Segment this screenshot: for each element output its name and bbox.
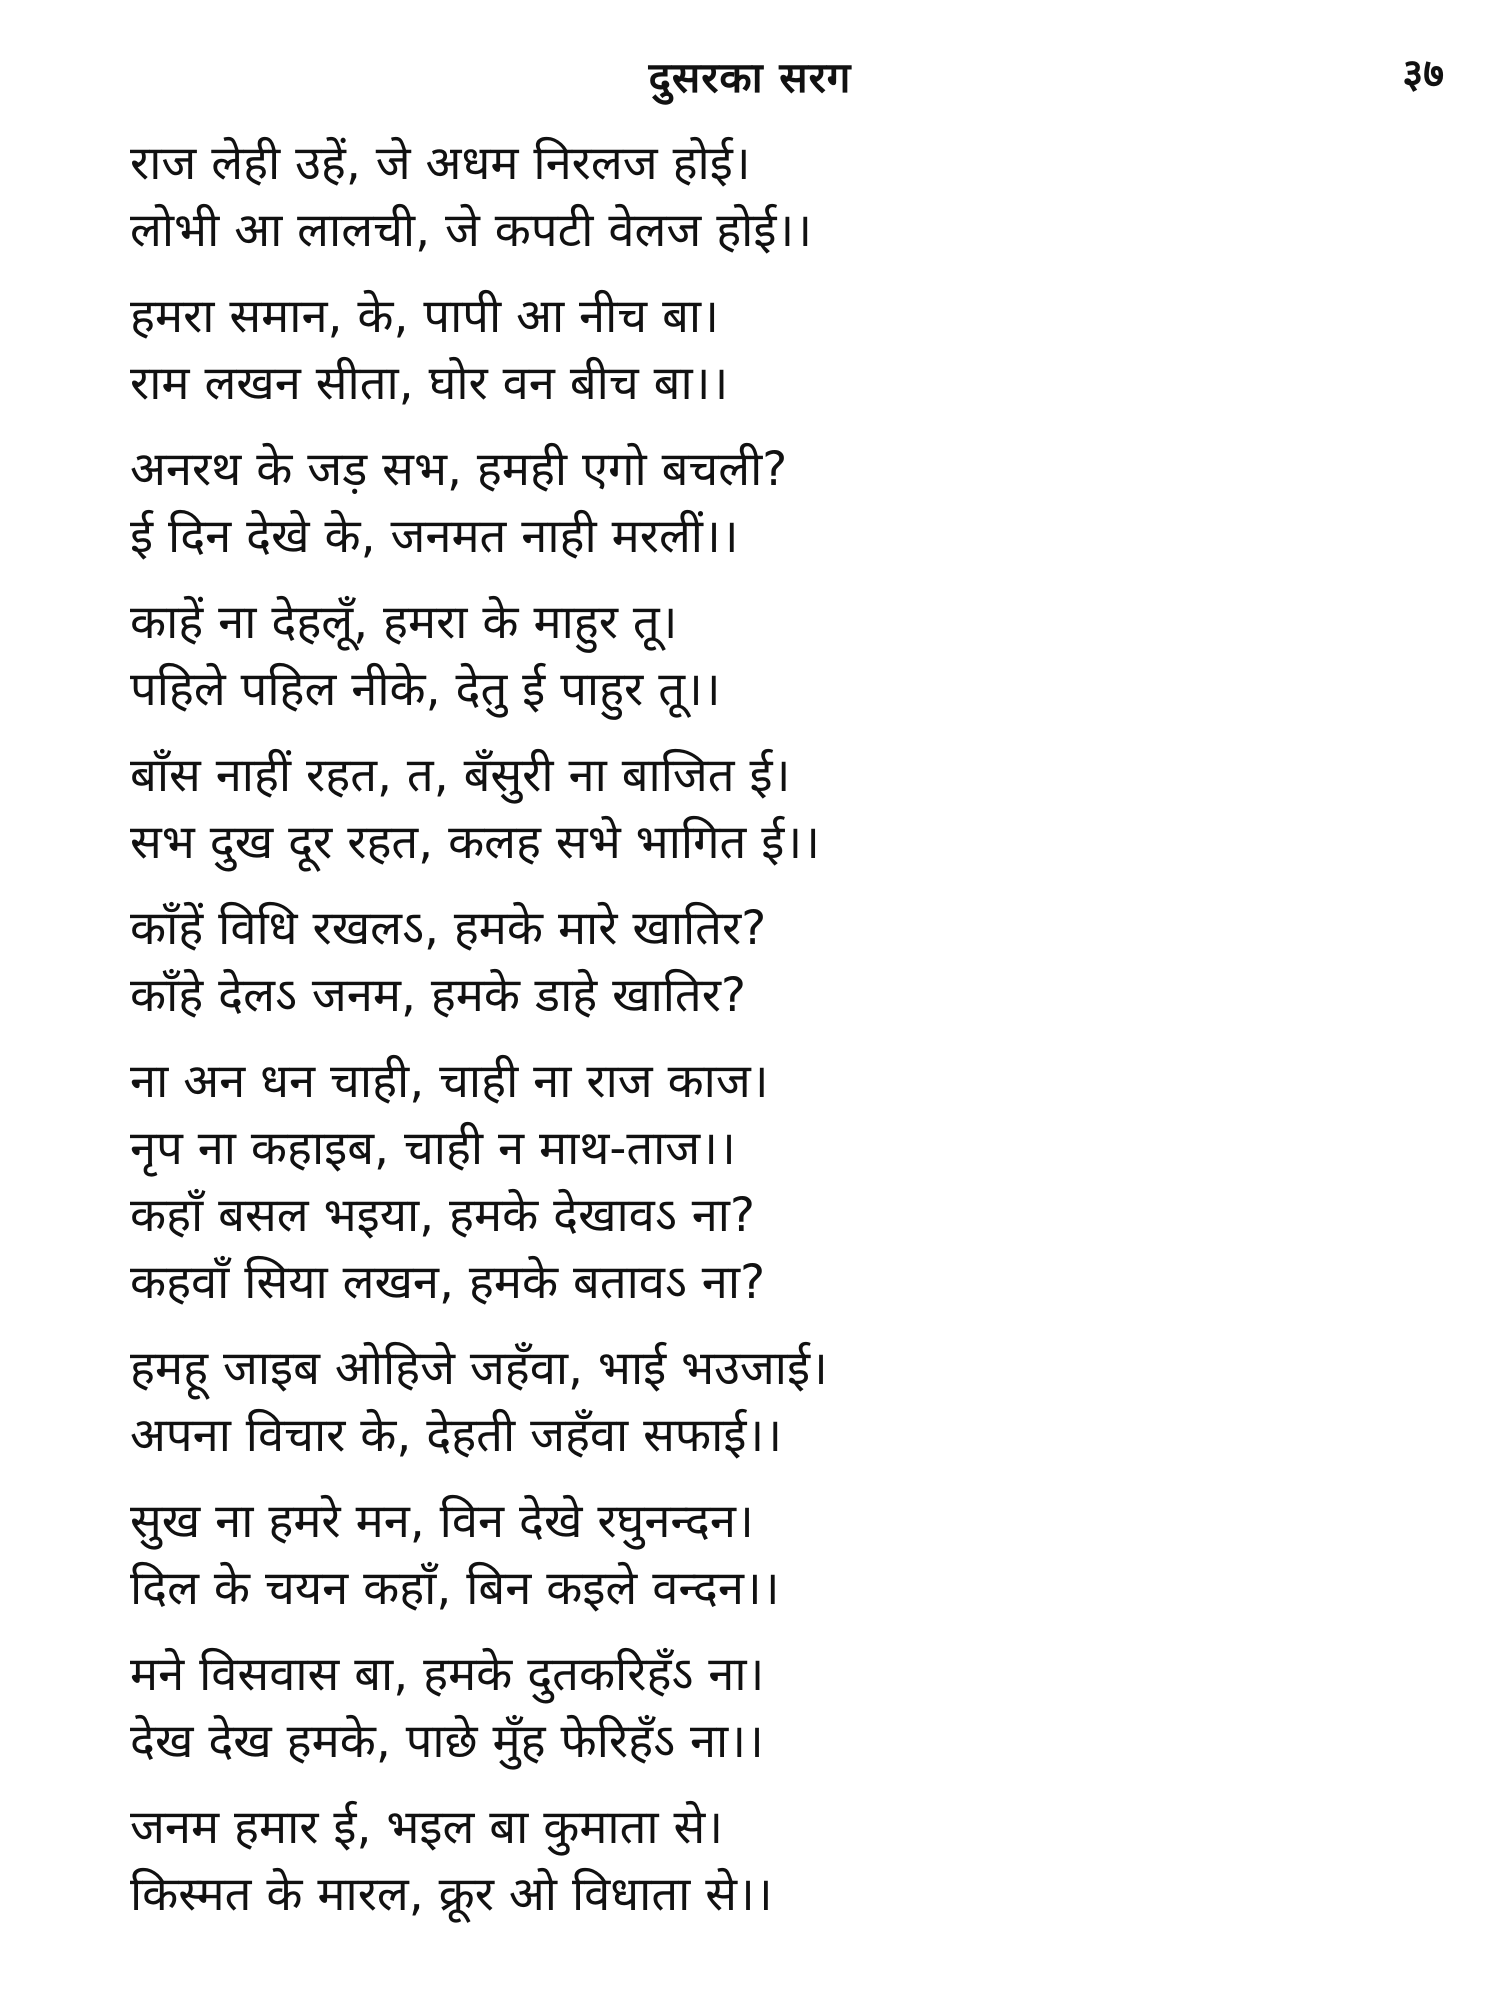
verse-line: कहाँ बसल भइया, हमके देखावऽ ना? bbox=[130, 1188, 755, 1243]
page-title: दुसरका सरग bbox=[648, 53, 852, 102]
verse-line: सुख ना हमरे मन, विन देखे रघुनन्दन। bbox=[130, 1494, 754, 1549]
stanza bbox=[130, 1048, 1370, 1316]
verse-line: कहवाँ सिया लखन, हमके बतावऽ ना? bbox=[130, 1255, 766, 1310]
verse-line: ना अन धन चाही, चाही ना राज काज। bbox=[130, 1054, 769, 1109]
stanza bbox=[130, 1794, 1370, 1928]
verse-line: बाँस नाहीं रहत, त, बँसुरी ना बाजित ई। bbox=[130, 748, 791, 803]
stanza bbox=[130, 895, 1370, 1029]
stanza bbox=[130, 742, 1370, 876]
stanza bbox=[130, 436, 1370, 570]
verse-line: सभ दुख दूर रहत, कलह सभे भागित ई।। bbox=[130, 815, 820, 870]
stanza bbox=[130, 1641, 1370, 1775]
verse-line: काँहे देलऽ जनम, हमके डाहे खातिर? bbox=[130, 968, 746, 1023]
verse-line: राम लखन सीता, घोर वन बीच बा।। bbox=[130, 356, 729, 411]
verse-line: पहिले पहिल नीके, देतु ई पाहुर तू।। bbox=[130, 662, 721, 717]
verse-line: हमहू जाइब ओहिजे जहँवा, भाई भउजाई। bbox=[130, 1341, 828, 1396]
verse-line: किस्मत के मारल, क्रूर ओ विधाता से।। bbox=[130, 1867, 773, 1922]
stanza bbox=[130, 1488, 1370, 1622]
verse-line: हमरा समान, के, पापी आ नीच बा। bbox=[130, 289, 719, 344]
verse-line: देख देख हमके, पाछे मुँह फेरिहँऽ ना।। bbox=[130, 1714, 764, 1769]
verse-line: अनरथ के जड़ सभ, हमही एगो बचली? bbox=[130, 442, 788, 497]
verse-line: अपना विचार के, देहती जहँवा सफाई।। bbox=[130, 1408, 783, 1463]
poem-body bbox=[130, 130, 1370, 1928]
verse-line: लोभी आ लालची, जे कपटी वेलज होई।। bbox=[130, 203, 813, 258]
stanza bbox=[130, 283, 1370, 417]
page-number: ३७ bbox=[1402, 51, 1444, 97]
stanza bbox=[130, 130, 1370, 264]
verse-line: राज लेही उहें, जे अधम निरलज होई। bbox=[130, 136, 751, 191]
verse-line: ई दिन देखे के, जनमत नाही मरलीं।। bbox=[130, 509, 739, 564]
verse-line: नृप ना कहाइब, चाही न माथ-ताज।। bbox=[130, 1121, 736, 1176]
verse-line: काँहें विधि रखलऽ, हमके मारे खातिर? bbox=[130, 901, 767, 956]
verse-line: मने विसवास बा, हमके दुतकरिहँऽ ना। bbox=[130, 1647, 765, 1702]
stanza bbox=[130, 589, 1370, 723]
verse-line: जनम हमार ई, भइल बा कुमाता से। bbox=[130, 1800, 724, 1855]
verse-line: काहें ना देहलूँ, हमरा के माहुर तू। bbox=[130, 595, 678, 650]
stanza bbox=[130, 1335, 1370, 1469]
verse-line: दिल के चयन कहाँ, बिन कइले वन्दन।। bbox=[130, 1561, 780, 1616]
